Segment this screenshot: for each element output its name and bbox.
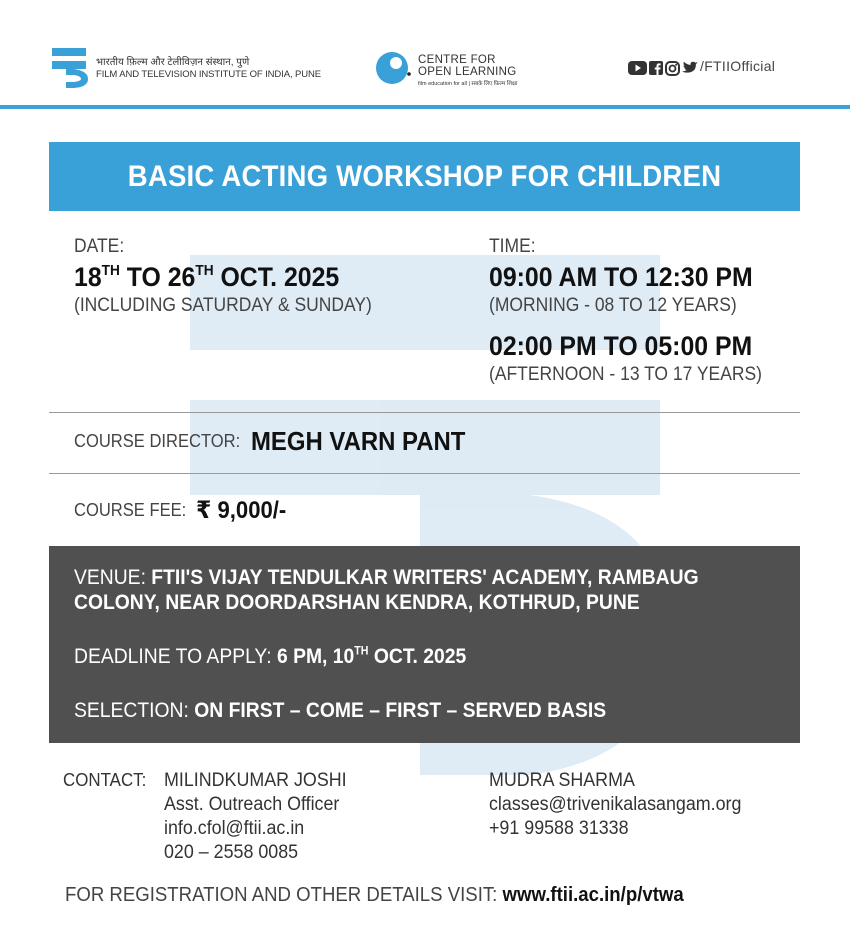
course-fee-amount: ₹ 9,000/- bbox=[196, 497, 287, 524]
cfol-tagline: film education for all | सबके लिए फ़िल्म शिक्षा bbox=[418, 81, 518, 87]
contact1-phone: 020 – 2558 0085 bbox=[164, 842, 299, 863]
date-value bbox=[74, 262, 339, 293]
contact-label: CONTACT: bbox=[63, 770, 147, 790]
date-start: 18 bbox=[74, 262, 102, 292]
header-divider bbox=[0, 105, 850, 109]
date-note: (INCLUDING SATURDAY & SUNDAY) bbox=[74, 295, 372, 316]
course-director-row bbox=[74, 426, 484, 457]
date-month-year: OCT. 2025 bbox=[213, 262, 340, 292]
afternoon-slot: 02:00 PM TO 05:00 PM bbox=[489, 331, 753, 361]
deadline-suffix: TH bbox=[354, 645, 369, 658]
contact1-email[interactable]: info.cfol@ftii.ac.in bbox=[164, 818, 305, 839]
instagram-icon[interactable] bbox=[665, 61, 680, 76]
morning-slot: 09:00 AM TO 12:30 PM bbox=[489, 262, 753, 292]
cfol-title-line1: CENTRE FOR bbox=[418, 54, 496, 66]
ftii-logo-icon bbox=[52, 48, 90, 88]
contact2-name: MUDRA SHARMA bbox=[489, 770, 635, 791]
social-handle[interactable]: /FTIIOfficial bbox=[700, 58, 776, 74]
twitter-icon[interactable] bbox=[682, 61, 698, 75]
contact1-name: MILINDKUMAR JOSHI bbox=[164, 770, 347, 791]
venue-value-line2: COLONY, NEAR DOORDARSHAN KENDRA, KOTHRUD, PUNE bbox=[74, 591, 640, 614]
morning-note: (MORNING - 08 TO 12 YEARS) bbox=[489, 295, 737, 316]
course-fee-label: COURSE FEE: bbox=[74, 500, 187, 520]
divider-1 bbox=[49, 412, 800, 413]
facebook-icon[interactable] bbox=[649, 61, 663, 75]
contact2-email[interactable]: classes@trivenikalasangam.org bbox=[489, 794, 742, 815]
registration-link[interactable]: www.ftii.ac.in/p/vtwa bbox=[502, 884, 684, 906]
date-to: TO bbox=[119, 262, 168, 292]
selection-value: ON FIRST – COME – FIRST – SERVED BASIS bbox=[188, 699, 607, 722]
venue-line-2 bbox=[74, 591, 640, 615]
title-banner bbox=[49, 142, 800, 211]
date-label: DATE: bbox=[74, 236, 125, 257]
course-fee-row bbox=[74, 496, 294, 525]
venue-label: VENUE: bbox=[74, 566, 146, 589]
footer-text: FOR REGISTRATION AND OTHER DETAILS VISIT: bbox=[65, 884, 503, 906]
ftii-name-hindi: भारतीय फ़िल्म और टेलीविज़न संस्थान, पुणे bbox=[96, 57, 250, 68]
selection-line bbox=[74, 699, 606, 723]
date-end-suffix: TH bbox=[195, 262, 214, 279]
header bbox=[0, 0, 850, 108]
page-title: BASIC ACTING WORKSHOP FOR CHILDREN bbox=[127, 160, 722, 193]
time-label: TIME: bbox=[489, 236, 536, 257]
contact1-role: Asst. Outreach Officer bbox=[164, 794, 340, 815]
deadline-label: DEADLINE TO APPLY: bbox=[74, 645, 272, 668]
divider-2 bbox=[49, 473, 800, 474]
course-director-label: COURSE DIRECTOR: bbox=[74, 431, 241, 451]
social-icons bbox=[628, 60, 698, 76]
registration-footer bbox=[65, 884, 684, 907]
date-start-suffix: TH bbox=[101, 262, 120, 279]
cfol-title-line2: OPEN LEARNING bbox=[418, 66, 517, 78]
course-director-name: MEGH VARN PANT bbox=[250, 426, 466, 456]
deadline-line bbox=[74, 645, 466, 669]
youtube-icon[interactable] bbox=[628, 61, 647, 75]
selection-label: SELECTION: bbox=[74, 699, 189, 722]
afternoon-note: (AFTERNOON - 13 TO 17 YEARS) bbox=[489, 364, 762, 385]
cfol-logo-icon bbox=[376, 51, 412, 85]
deadline-value-a: 6 PM, 10 bbox=[271, 645, 355, 668]
ftii-name-english: FILM AND TELEVISION INSTITUTE OF INDIA, PUNE bbox=[96, 69, 322, 80]
deadline-value-b: OCT. 2025 bbox=[368, 645, 467, 668]
venue-line-1 bbox=[74, 566, 699, 590]
contact2-phone: +91 99588 31338 bbox=[489, 818, 629, 839]
date-end: 26 bbox=[167, 262, 196, 292]
venue-value-line1: FTII'S VIJAY TENDULKAR WRITERS' ACADEMY, RAMBAUG bbox=[145, 566, 699, 589]
